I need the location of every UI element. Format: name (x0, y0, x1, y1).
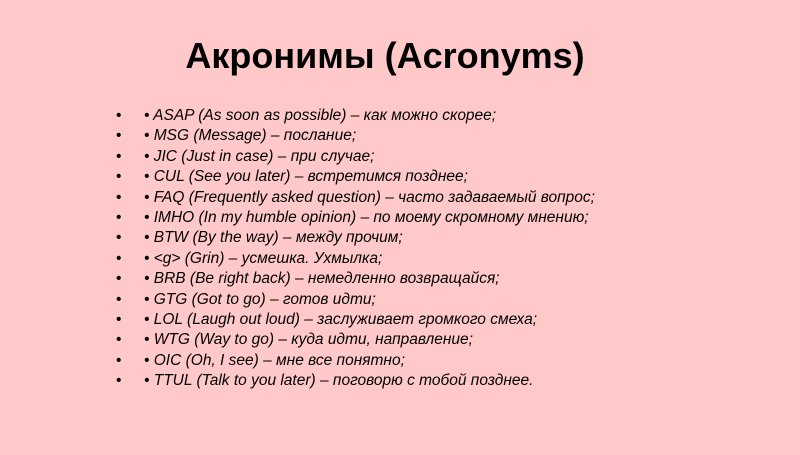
bullet-icon: • (116, 270, 122, 288)
list-item (116, 290, 595, 310)
list-item (116, 351, 595, 371)
bullet-icon: • (116, 107, 122, 124)
list-item-text: • FAQ (Frequently asked question) – часто задаваемый вопрос; (144, 188, 595, 206)
list-item-text: • GTG (Got to go) – готов идти; (144, 290, 376, 308)
list-item-text: • MSG (Message) – послание; (144, 127, 357, 145)
list-item-text: • <g> (Grin) – усмешка. Ухмылка; (144, 249, 383, 267)
bullet-icon: • (116, 351, 122, 369)
list-item (116, 330, 595, 350)
list-item (116, 208, 595, 228)
list-item (116, 249, 595, 269)
list-item (116, 310, 595, 330)
bullet-icon: • (116, 208, 122, 226)
list-item-text: • BTW (By the way) – между прочим; (144, 229, 403, 247)
list-item-text: • ASAP (As soon as possible) – как можно скорее; (144, 107, 497, 124)
list-item-text: • LOL (Laugh out loud) – заслуживает громкого смеха; (144, 310, 538, 328)
list-item (116, 167, 595, 187)
list-item (116, 188, 595, 208)
list-item-text: • CUL (See you later) – встретимся позднее; (144, 168, 468, 186)
list-item-text: • IMHO (In my humble opinion) – по моему скромному мнению; (144, 208, 589, 226)
bullet-icon: • (116, 229, 122, 247)
list-item (116, 126, 595, 146)
list-item-text: • BRB (Be right back) – немедленно возвращайся; (144, 270, 500, 288)
list-item (116, 371, 595, 391)
list-item (116, 106, 595, 126)
bullet-icon: • (116, 188, 122, 206)
list-item-text: • WTG (Way to go) – куда идти, направление; (144, 331, 473, 349)
list-item (116, 147, 595, 167)
bullet-icon: • (116, 331, 122, 349)
list-item-text: • TTUL (Talk to you later) – поговорю с тобой позднее. (144, 372, 534, 390)
bullet-icon: • (116, 168, 122, 186)
list-item-text: • JIC (Just in case) – при случае; (144, 147, 375, 165)
bullet-icon: • (116, 127, 122, 145)
acronym-list (116, 106, 595, 391)
bullet-icon: • (116, 310, 122, 328)
list-item-text: • OIC (Oh, I see) – мне все понятно; (144, 351, 405, 369)
bullet-icon: • (116, 147, 122, 165)
bullet-icon: • (116, 249, 122, 267)
list-item (116, 228, 595, 248)
bullet-icon: • (116, 290, 122, 308)
slide-title: Акронимы (Acronyms) (185, 35, 585, 76)
bullet-icon: • (116, 372, 122, 390)
list-item (116, 269, 595, 289)
